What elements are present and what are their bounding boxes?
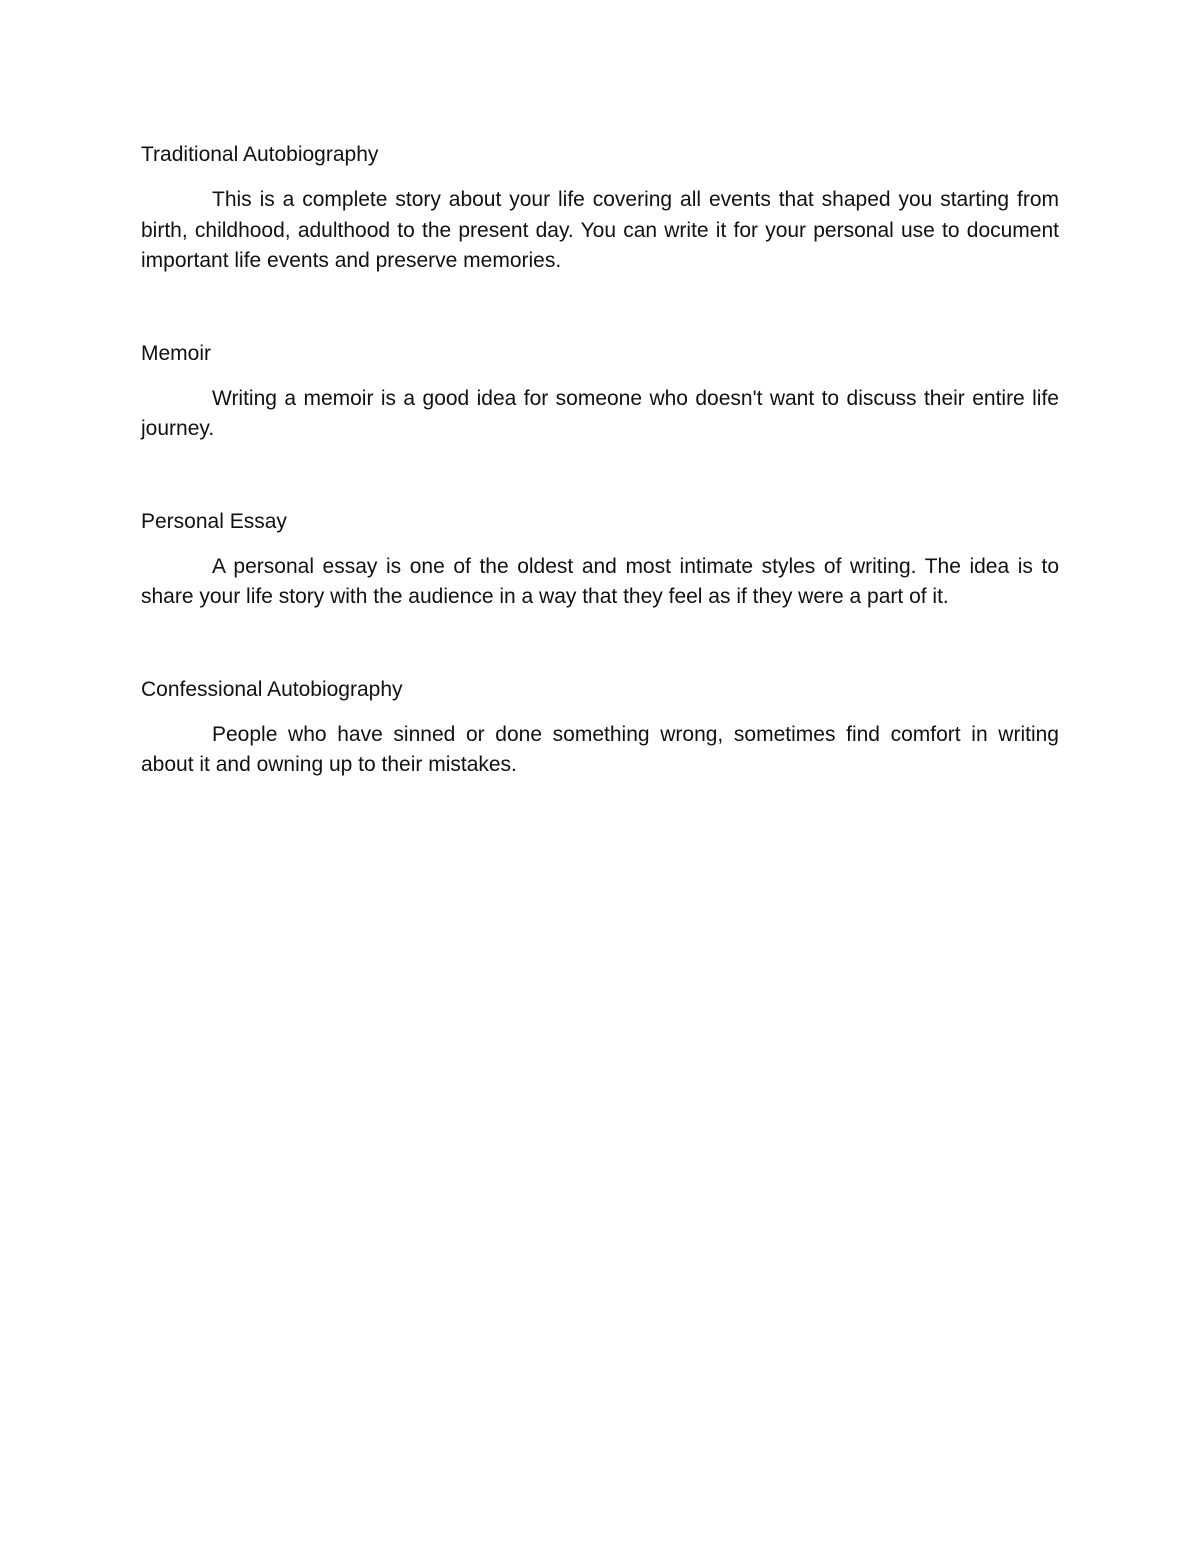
- section-personal-essay: [141, 507, 1059, 613]
- section-memoir: [141, 339, 1059, 445]
- section-heading: Memoir: [141, 341, 212, 365]
- section-traditional-autobiography: [141, 140, 1059, 277]
- section-confessional-autobiography: [141, 675, 1059, 781]
- section-heading: Personal Essay: [141, 509, 287, 533]
- section-paragraph: A personal essay is one of the oldest and most intimate styles of writing. The idea is to share your life story with the audience in a way that they feel as if they were a part of it.: [141, 554, 1059, 608]
- section-heading: Traditional Autobiography: [141, 143, 379, 166]
- section-paragraph: This is a complete story about your life covering all events that shaped you starting from birth, childhood, adulthood to the present day. You can write it for your personal use to document important life events and preserve memories.: [141, 188, 1059, 272]
- section-paragraph: People who have sinned or done something wrong, sometimes find comfort in writing about it and owning up to their mistakes.: [141, 722, 1059, 776]
- section-heading: Confessional Autobiography: [141, 677, 403, 701]
- section-paragraph: Writing a memoir is a good idea for someone who doesn't want to discuss their entire life journey.: [141, 386, 1059, 440]
- document-content: [141, 140, 1059, 781]
